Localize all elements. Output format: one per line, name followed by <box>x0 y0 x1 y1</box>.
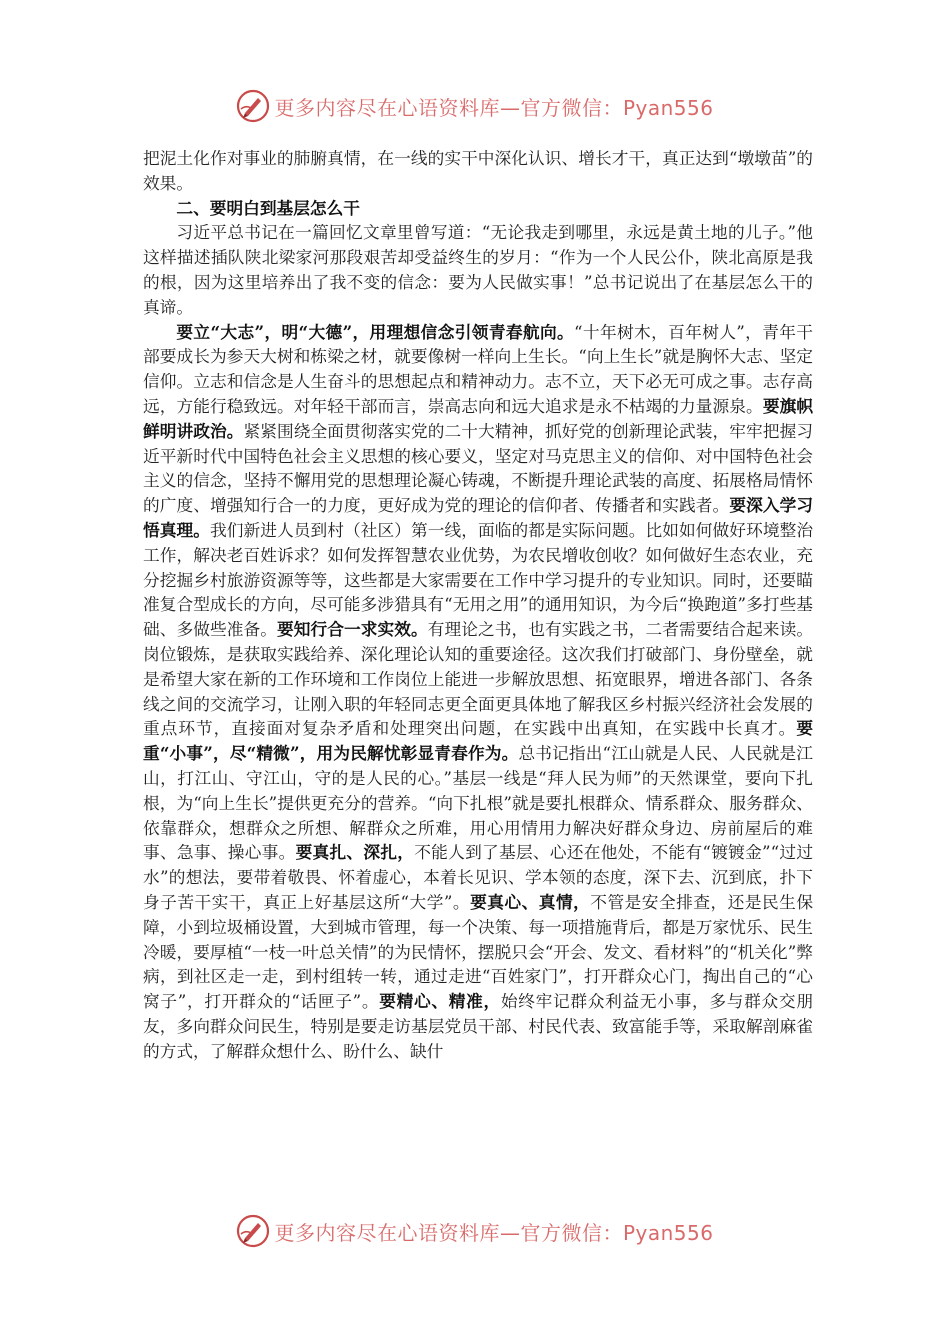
bold-lead-phrase: 要重“小事”，尽“精微”，用为民解忧彰显青春作为。 <box>143 718 813 764</box>
header-banner-inner <box>236 89 713 123</box>
bold-lead-phrase: 要知行合一求实效。 <box>277 619 428 640</box>
footer-banner <box>0 1209 950 1253</box>
section-heading: 二、要明白到基层怎么干 <box>176 197 360 218</box>
paragraph-main <box>143 320 813 1064</box>
body-text-run: 始终牢记群众利益无小事，多与群众交朋友，多向群众问民生，特别是要走访基层党员干部、村民代表、致富能手等，采取解剖麻雀的方式，了解群众想什么、盼什么、缺什 <box>143 991 814 1061</box>
paragraph-quote: 习近平总书记在一篇回忆文章里曾写道：“无论我走到哪里，永远是黄土地的儿子。”他这样描述插队陕北梁家河那段艰苦却受益终生的岁月：“作为一个人民公仆，陕北高原是我的根，因为这里培养出了我不变的信念：要为人民做实事！”总书记说出了在基层怎么干的真谛。 <box>143 222 813 317</box>
bold-lead-phrase: 要深入学习悟真理。 <box>143 495 814 540</box>
bold-lead-phrase: 要真扎、深扎， <box>295 842 415 863</box>
body-text-run: 总书记指出“江山就是人民、人民就是江山，打江山、守江山，守的是人民的心。”基层一线是“拜人民为师”的天然课堂，要向下扎根，为“向上生长”提供更充分的营养。“向下扎根”就是要扎根群众、情系群众、服务群众、依靠群众，想群众之所想、解群众之所难，用心用情用力解决好群众身边、房前屋后的难事、急事、操心事。 <box>143 743 813 863</box>
paragraph-continuation: 把泥土化作对事业的肺腑真情，在一线的实干中深化认识、增长才干，真正达到“墩墩苗”的效果。 <box>143 148 813 193</box>
header-banner <box>0 84 950 128</box>
body-text-run: 我们新进人员到村（社区）第一线，面临的都是实际问题。比如如何做好环境整治工作，解决老百姓诉求？如何发挥智慧农业优势，为农民增收创收？如何做好生态农业，充分挖掘乡村旅游资源等等，这些都是大家需要在工作中学习提升的专业知识。同时，还要瞄准复合型成长的方向，尽可能多涉猎具有“无用之用”的通用知识，为今后“换跑道”多打些基础、多做些准备。 <box>143 519 814 640</box>
bold-lead-phrase: 要真心、真情， <box>470 891 591 912</box>
footer-banner-text: 更多内容尽在心语资料库—官方微信：Pyan556 <box>274 1220 714 1245</box>
footer-banner-inner <box>236 1214 713 1248</box>
header-banner-text: 更多内容尽在心语资料库—官方微信：Pyan556 <box>274 95 714 120</box>
body-text-run: 有理论之书，也有实践之书，二者需要结合起来读。岗位锻炼，是获取实践给养、深化理论认知的重要途径。这次我们打破部门、身份壁垒，就是希望大家在新的工作环境和工作岗位上能进一步解放思想、拓宽眼界，增进各部门、各条线之间的交流学习，让刚入职的年轻同志更全面更具体地了解我区乡村振兴经济社会发展的重点环节，直接面对复杂矛盾和处理突出问题，在实践中出真知，在实践中长真才。 <box>143 619 814 739</box>
body-text-run: 紧紧围绕全面贯彻落实党的二十大精神，抓好党的创新理论武装，牢牢把握习近平新时代中国特色社会主义思想的核心要义，坚定对马克思主义的信仰、对中国特色社会主义的信念，坚持不懈用党的思想理论凝心铸魂，不断提升理论武装的高度、拓展格局情怀的广度、增强知行合一的力度，更好成为党的理论的信仰者、传播者和实践者。 <box>143 420 814 516</box>
body-text-run: 不管是安全排查，还是民生保障，小到垃圾桶设置，大到城市管理，每一个决策、每一项措施背后，都是万家忧乐、民生冷暖，要厚植“一枝一叶总关情”的为民情怀，摆脱只会“开会、发文、看材料”的“机关化”弊病，到社区走一走，到村组转一转，通过走进“百姓家门”，打开群众心门，掏出自己的“心窝子”，打开群众的“话匣子”。 <box>143 891 814 1012</box>
document-body <box>143 146 813 1063</box>
bold-lead-phrase: 要旗帜鲜明讲政治。 <box>143 395 814 441</box>
body-text-run: 不能人到了基层、心还在他处，不能有“镀镀金”“过过水”的想法，要带着敬畏、怀着虚心，本着长见识、学本领的态度，深下去、沉到底，扑下身子苦干实干，真正上好基层这所“大学”。 <box>143 842 814 912</box>
bold-lead-phrase: 要立“大志”，明“大德”，用理想信念引领青春航向。 <box>176 321 575 342</box>
pen-nib-logo-icon <box>236 1214 270 1248</box>
bold-lead-phrase: 要精心、精准， <box>379 991 501 1012</box>
pen-nib-logo-icon <box>236 89 270 123</box>
body-text-run: “十年树木，百年树人”，青年干部要成长为参天大树和栋梁之材，就要像树一样向上生长。“向上生长”就是胸怀大志、坚定信仰。立志和信念是人生奋斗的思想起点和精神动力。志不立，天下必无可成之事。志存高远，方能行稳致远。对年轻干部而言，崇高志向和远大追求是永不枯竭的力量源泉。 <box>143 321 813 416</box>
